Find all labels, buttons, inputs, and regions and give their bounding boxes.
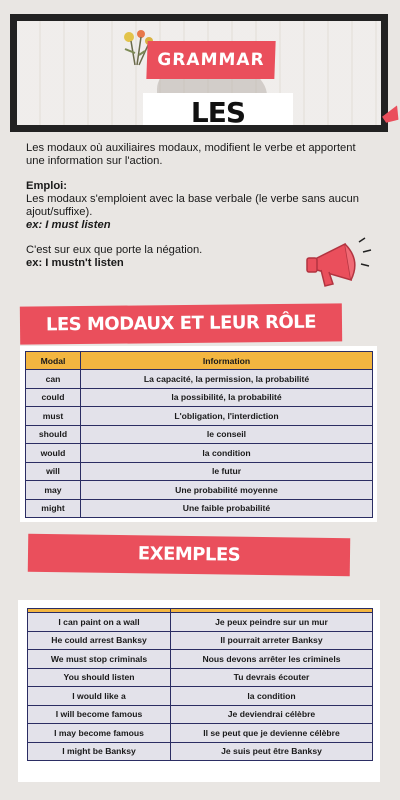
table-row — [26, 370, 373, 389]
usage-heading: Emploi: — [26, 180, 68, 192]
french-cell: Il pourrait arreter Banksy — [171, 631, 373, 650]
table-row — [28, 668, 373, 687]
examples-table-card — [18, 600, 380, 782]
english-cell: I will become famous — [28, 705, 171, 724]
information-cell: le conseil — [81, 425, 373, 444]
french-cell: Tu devrais écouter — [171, 668, 373, 687]
english-cell: I can paint on a wall — [28, 613, 171, 632]
modal-cell: could — [26, 388, 81, 407]
table-row — [28, 650, 373, 669]
english-cell: You should listen — [28, 668, 171, 687]
table-row — [26, 388, 373, 407]
section-label: GRAMMAR — [146, 41, 275, 79]
french-cell: Il se peut que je devienne célèbre — [171, 724, 373, 743]
modal-cell: may — [26, 481, 81, 500]
english-cell: I may become famous — [28, 724, 171, 743]
usage-text: Les modaux s'emploient avec la base verbale (le verbe sans aucun ajout/suffixe). — [26, 193, 359, 218]
french-cell: Je peux peindre sur un mur — [171, 613, 373, 632]
negation-example: ex: I mustn't listen — [26, 257, 124, 269]
examples-section-title: EXEMPLES — [28, 534, 350, 576]
information-cell: la condition — [81, 444, 373, 463]
information-cell: Une probabilité moyenne — [81, 481, 373, 500]
french-cell: la condition — [171, 687, 373, 706]
table-row — [28, 705, 373, 724]
french-cell: Je deviendrai célèbre — [171, 705, 373, 724]
table-row — [26, 444, 373, 463]
megaphone-icon — [305, 236, 375, 292]
information-cell: La capacité, la permission, la probabilité — [81, 370, 373, 389]
negation-text: C'est sur eux que porte la négation. — [26, 244, 203, 256]
table-row — [26, 462, 373, 481]
examples-table — [27, 608, 373, 761]
roles-table-card — [20, 346, 377, 522]
table-row — [28, 613, 373, 632]
table-row — [28, 631, 373, 650]
table-row — [26, 425, 373, 444]
modal-cell: must — [26, 407, 81, 426]
modal-cell: will — [26, 462, 81, 481]
hero-banner — [10, 14, 388, 132]
table-row — [28, 724, 373, 743]
english-cell: I would like a — [28, 687, 171, 706]
information-cell: Une faible probabilité — [81, 499, 373, 518]
english-cell: I might be Banksy — [28, 742, 171, 761]
information-cell: L'obligation, l'interdiction — [81, 407, 373, 426]
information-cell: la possibilité, la probabilité — [81, 388, 373, 407]
modal-cell: should — [26, 425, 81, 444]
column-header-modal: Modal — [26, 352, 81, 370]
intro-description: Les modaux où auxiliaires modaux, modifient le verbe et apportent une information sur l'action. — [26, 142, 356, 167]
table-row — [28, 687, 373, 706]
french-cell: Nous devons arrêter les criminels — [171, 650, 373, 669]
table-row — [26, 481, 373, 500]
english-cell: We must stop criminals — [28, 650, 171, 669]
french-cell: Je suis peut être Banksy — [171, 742, 373, 761]
roles-section-title: LES MODAUX ET LEUR RÔLE — [20, 303, 342, 344]
english-cell: He could arrest Banksy — [28, 631, 171, 650]
modal-cell: would — [26, 444, 81, 463]
table-row — [26, 407, 373, 426]
information-cell: le futur — [81, 462, 373, 481]
column-header-information: Information — [81, 352, 373, 370]
page-title: LES — [143, 93, 293, 132]
table-row — [28, 742, 373, 761]
table-row — [26, 499, 373, 518]
roles-table — [25, 351, 373, 518]
usage-example: ex: I must listen — [26, 219, 111, 231]
modal-cell: can — [26, 370, 81, 389]
modal-cell: might — [26, 499, 81, 518]
